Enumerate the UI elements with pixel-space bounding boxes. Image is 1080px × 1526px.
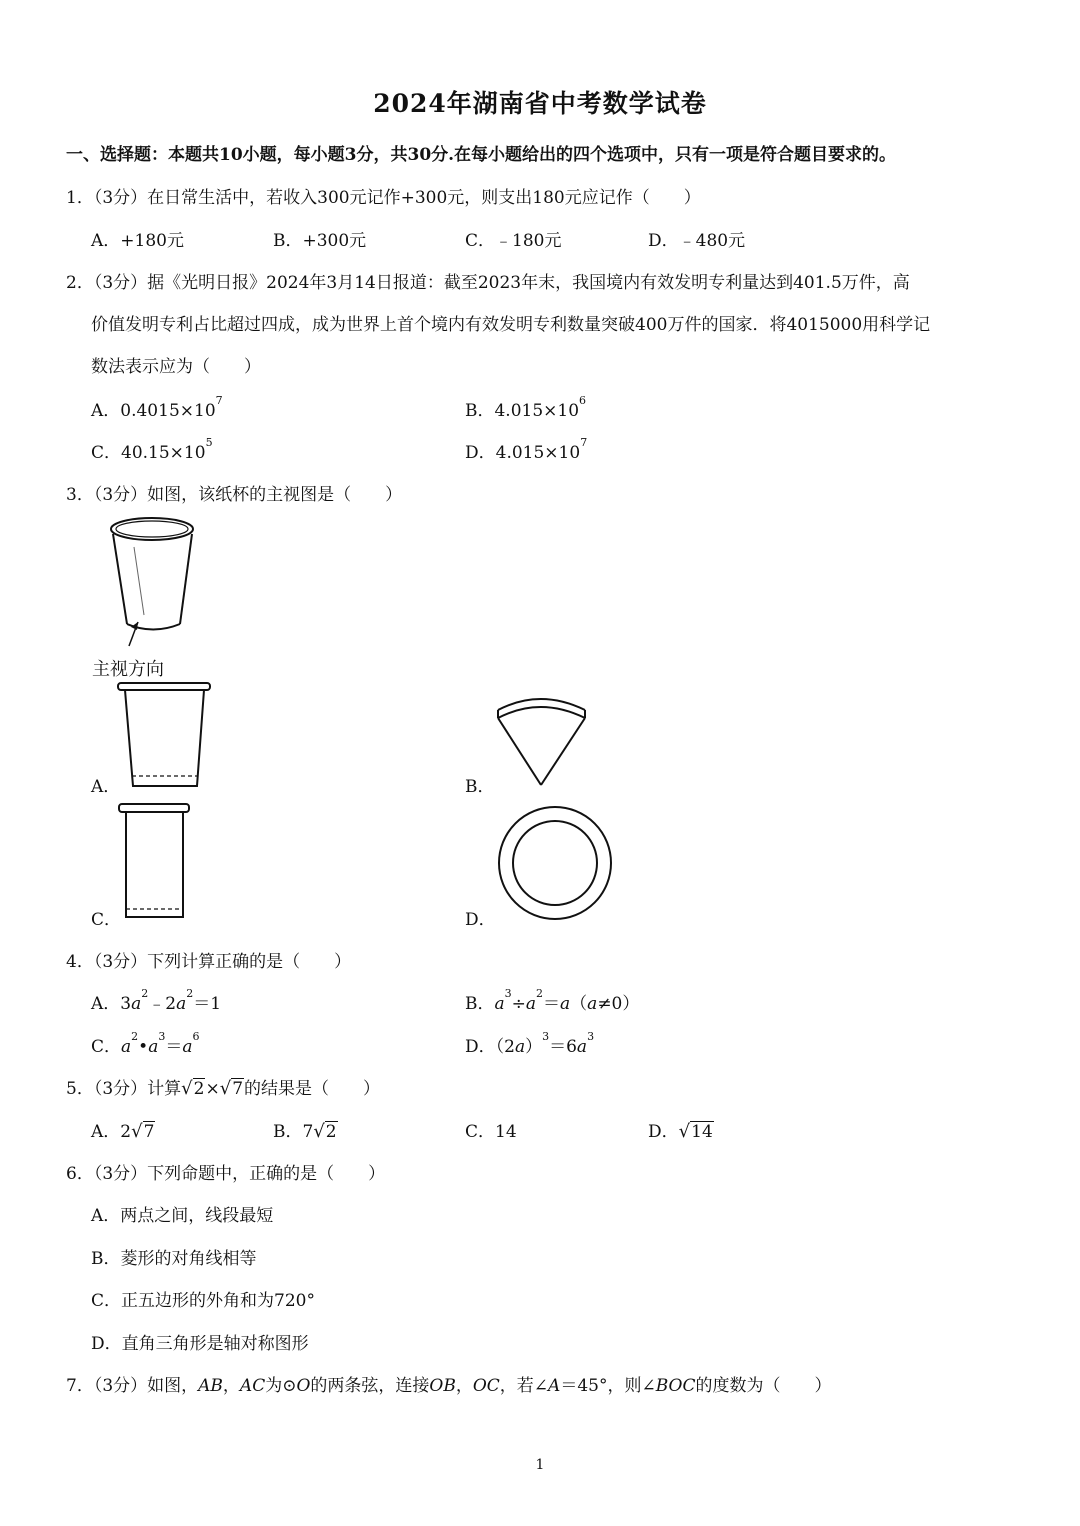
- q6-option-b: B．菱形的对角线相等: [91, 1249, 257, 1269]
- q2-stem-line2: 价值发明专利占比超过四成，成为世界上首个境内有效发明专利数量突破400万件的国家．将4015000用科学记: [91, 315, 931, 335]
- q2-stem-line3: 数法表示应为（ ）: [91, 357, 261, 377]
- q2-stem-line1: 2．（3分）据《光明日报》2024年3月14日报道：截至2023年末，我国境内有效发明专利量达到401.5万件，高: [66, 273, 910, 293]
- q2-option-b: B．$4.015\times 10^6$: [465, 394, 587, 421]
- page-number: 1: [535, 1457, 545, 1473]
- q3-option-a-figure: [117, 682, 217, 792]
- q5-option-d: D．√14: [648, 1121, 713, 1142]
- q5-option-c: C．14: [465, 1122, 517, 1142]
- paper-cup-figure: [104, 512, 214, 652]
- q4-option-c: C．$a^2•a^3=a^6$: [91, 1030, 200, 1057]
- q6-option-d: D．直角三角形是轴对称图形: [91, 1334, 309, 1354]
- sqrt-7: √7: [219, 1078, 244, 1099]
- q1-option-d: D．﹣480元: [648, 231, 746, 251]
- q4-stem: 4．（3分）下列计算正确的是（ ）: [66, 952, 352, 972]
- q2-option-c: C．$40.15\times 10^5$: [91, 436, 213, 463]
- q3-option-c-label: C．: [91, 910, 122, 930]
- q5-stem: 5．（3分）计算√2×√7的结果是（ ）: [66, 1078, 381, 1099]
- q3-option-d-label: D．: [465, 910, 496, 930]
- sqrt-2: √2: [181, 1078, 205, 1099]
- q5-option-b: B．7√2: [273, 1121, 337, 1142]
- q3-option-d-figure: [497, 804, 617, 924]
- q7-stem: 7．（3分）如图，AB，AC为⊙O的两条弦，连接OB，OC，若∠A＝45°，则∠BOC的度数为（ ）: [66, 1376, 832, 1396]
- q1-option-c: C．﹣180元: [465, 231, 562, 251]
- q4-option-a: A．$3a^2﹣2a^2=1$: [91, 987, 222, 1014]
- page-title: 2024年湖南省中考数学试卷: [373, 89, 707, 118]
- q1-option-a: A．+180元: [91, 231, 184, 251]
- q1-option-b: B．+300元: [273, 231, 367, 251]
- q6-option-c: C．正五边形的外角和为720°: [91, 1291, 315, 1311]
- q5-option-a: A．2√7: [91, 1121, 155, 1142]
- q3-option-b-label: B．: [465, 777, 495, 797]
- q6-option-a: A．两点之间，线段最短: [91, 1206, 274, 1226]
- q6-stem: 6．（3分）下列命题中，正确的是（ ）: [66, 1164, 386, 1184]
- q1-stem: 1．（3分）在日常生活中，若收入300元记作+300元，则支出180元应记作（ ）: [66, 188, 701, 208]
- q2-option-a: A．$0.4015\times 10^7$: [91, 394, 223, 421]
- q3-option-c-figure: [118, 803, 198, 923]
- q3-stem: 3．（3分）如图，该纸杯的主视图是（ ）: [66, 485, 403, 505]
- q4-option-b: B．$a^3\div a^2=a(a\ne 0)$: [465, 987, 640, 1014]
- q2-option-d: D．$4.015\times 10^7$: [465, 436, 588, 463]
- section-heading: 一、选择题：本题共10小题，每小题3分，共30分.在每小题给出的四个选项中，只有一项是符合题目要求的。: [66, 145, 897, 165]
- q3-option-b-figure: [493, 690, 593, 790]
- q3-option-a-label: A．: [91, 777, 121, 797]
- view-direction-caption: 主视方向: [92, 659, 164, 680]
- q4-option-d: D．$(2a)^3=6a^3$: [465, 1030, 595, 1057]
